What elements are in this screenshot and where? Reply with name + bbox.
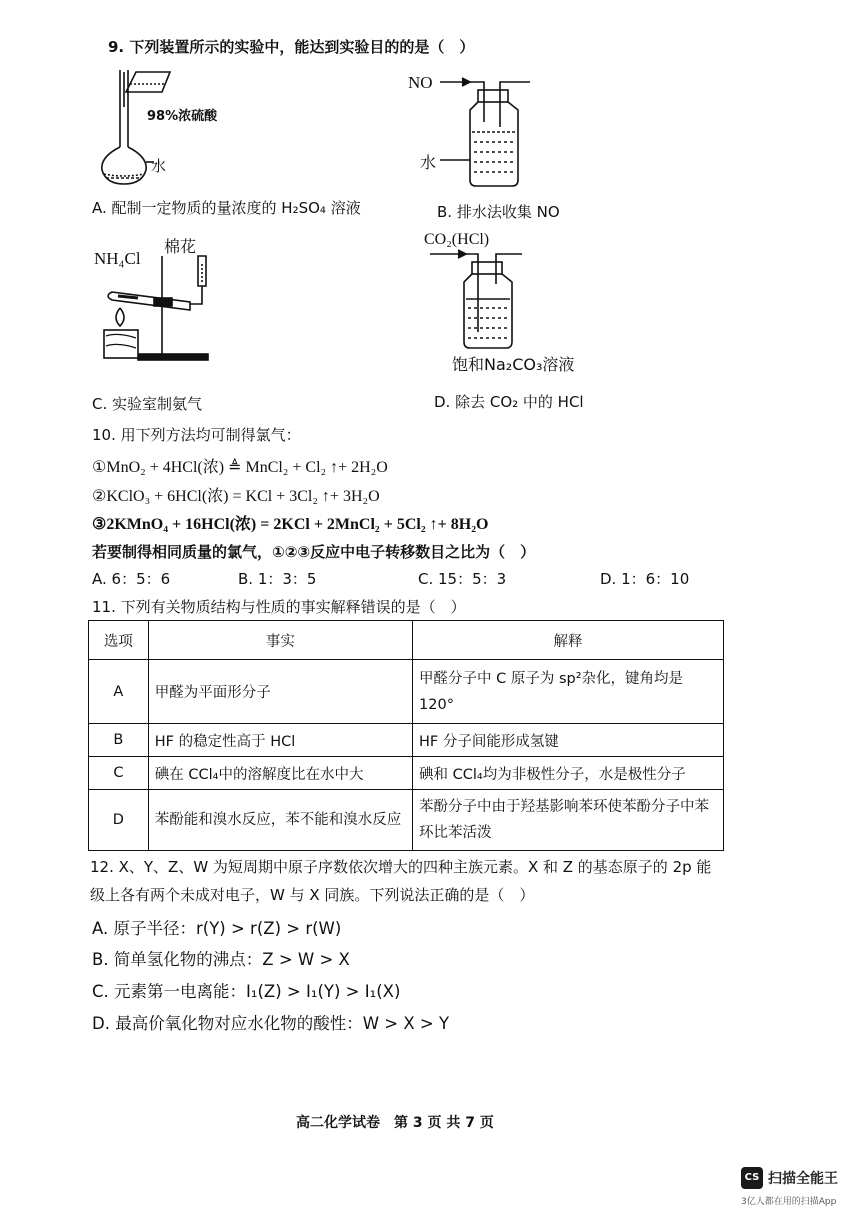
cell-explain: HF 分子间能形成氢键 bbox=[413, 724, 724, 757]
q12-option-b: B. 简单氢化物的沸点：Z > W > X bbox=[92, 950, 350, 969]
label-a-water: 水 bbox=[151, 157, 167, 175]
cell-option: D bbox=[89, 790, 149, 851]
figure-b-gas-bottle bbox=[440, 72, 550, 192]
q11-table bbox=[88, 620, 724, 851]
header-fact: 事实 bbox=[148, 621, 412, 660]
table-row bbox=[89, 757, 724, 790]
label-nh4cl: NH₄Cl bbox=[94, 249, 141, 268]
label-co2-hcl: CO₂(HCl) bbox=[424, 231, 490, 248]
cell-explain: 甲醛分子中 C 原子为 sp²杂化，键角均是120° bbox=[413, 660, 724, 724]
table-header-row bbox=[89, 621, 724, 660]
table-row bbox=[89, 724, 724, 757]
cell-option: C bbox=[89, 757, 149, 790]
cell-option: B bbox=[89, 724, 149, 757]
scanner-brand: 扫描全能王 bbox=[768, 1171, 838, 1187]
cell-option: A bbox=[89, 660, 149, 724]
q10-option-b: B. 1：3：5 bbox=[238, 570, 317, 588]
q10-option-c: C. 15：5：3 bbox=[418, 570, 507, 588]
q12-option-a: A. 原子半径：r(Y) > r(Z) > r(W) bbox=[92, 919, 342, 938]
cell-fact: 苯酚能和溴水反应，苯不能和溴水反应 bbox=[148, 790, 412, 851]
q12-stem-line-1: 12. X、Y、Z、W 为短周期中原子序数依次增大的四种主族元素。X 和 Z 的基态原子的 2p 能 bbox=[90, 858, 712, 876]
label-cotton: 棉花 bbox=[164, 237, 197, 256]
q12-stem-line-2: 级上各有两个未成对电子，W 与 X 同族。下列说法正确的是（ ） bbox=[90, 886, 535, 904]
figure-a-flask-apparatus bbox=[92, 62, 192, 192]
q12-option-c: C. 元素第一电离能：I₁(Z) > I₁(Y) > I₁(X) bbox=[92, 982, 401, 1001]
label-98-acid: 98%浓硫酸 bbox=[147, 109, 218, 124]
q10-equation-1: ①MnO₂ + 4HCl(浓) ≜ MnCl₂ + Cl₂ ↑+ 2H₂O bbox=[92, 459, 388, 476]
q10-equation-3: ③2KMnO₄ + 16HCl(浓) = 2KCl + 2MnCl₂ + 5Cl₂ ↑+ 8H₂O bbox=[92, 516, 489, 533]
q10-question: 若要制得相同质量的氯气，①②③反应中电子转移数目之比为（ ） bbox=[92, 543, 536, 561]
header-explain: 解释 bbox=[413, 621, 724, 660]
cell-explain: 碘和 CCl₄均为非极性分子，水是极性分子 bbox=[413, 757, 724, 790]
label-na2co3: 饱和Na₂CO₃溶液 bbox=[452, 355, 575, 374]
q9-option-a: A. 配制一定物质的量浓度的 H₂SO₄ 溶液 bbox=[92, 199, 361, 217]
q12-option-d: D. 最高价氧化物对应水化物的酸性：W > X > Y bbox=[92, 1014, 450, 1033]
q10-option-a: A. 6：5：6 bbox=[92, 570, 171, 588]
page-footer: 高二化学试卷 第 3 页 共 7 页 bbox=[296, 1115, 494, 1131]
q10-option-d: D. 1：6：10 bbox=[600, 570, 690, 588]
cell-fact: HF 的稳定性高于 HCl bbox=[148, 724, 412, 757]
figure-d-wash-bottle bbox=[430, 244, 550, 354]
q9-option-c: C. 实验室制氨气 bbox=[92, 395, 203, 413]
table-row bbox=[89, 660, 724, 724]
q9-option-b: B. 排水法收集 NO bbox=[437, 203, 560, 221]
scanner-tagline: 3亿人都在用的扫描App bbox=[741, 1197, 837, 1207]
cell-fact: 甲醛为平面形分子 bbox=[148, 660, 412, 724]
table-row bbox=[89, 790, 724, 851]
scanner-logo-icon: CS bbox=[741, 1167, 763, 1189]
q10-equation-2: ②KClO₃ + 6HCl(浓) = KCl + 3Cl₂ ↑+ 3H₂O bbox=[92, 488, 380, 505]
q11-stem: 11. 下列有关物质结构与性质的事实解释错误的是（ ） bbox=[92, 598, 466, 616]
q10-stem: 10. 用下列方法均可制得氯气： bbox=[92, 426, 301, 444]
label-b-water: 水 bbox=[420, 153, 437, 172]
cell-fact: 碘在 CCl₄中的溶解度比在水中大 bbox=[148, 757, 412, 790]
header-option: 选项 bbox=[89, 621, 149, 660]
label-no: NO bbox=[408, 73, 433, 92]
q9-option-d: D. 除去 CO₂ 中的 HCl bbox=[434, 393, 584, 411]
q9-stem: 9. 下列装置所示的实验中，能达到实验目的的是（ ） bbox=[108, 38, 475, 56]
cell-explain: 苯酚分子中由于羟基影响苯环使苯酚分子中苯环比苯活泼 bbox=[413, 790, 724, 851]
